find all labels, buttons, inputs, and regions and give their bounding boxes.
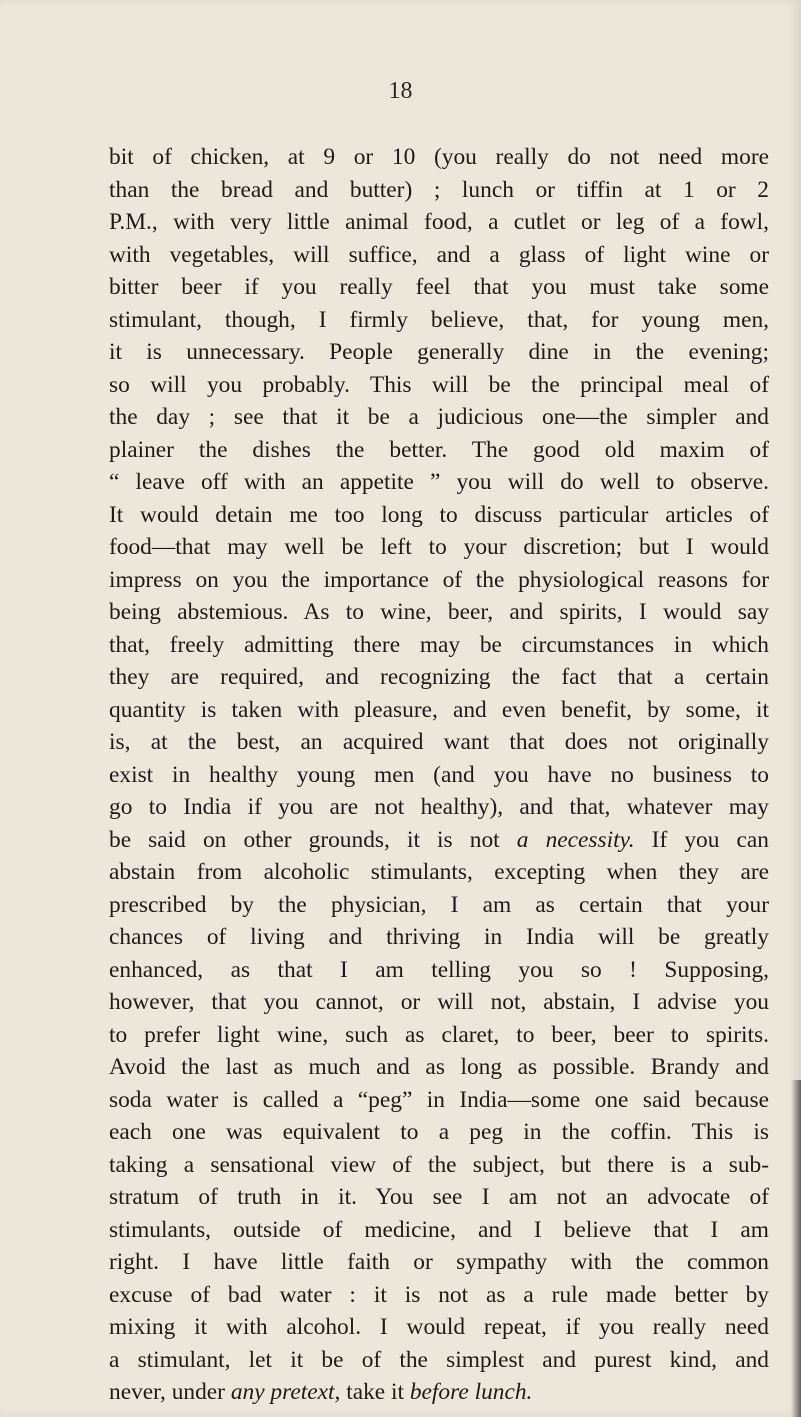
text-line: prescribed by the physician, I am as certain that your	[109, 891, 769, 918]
text-line: stimulant, though, I firmly believe, that, for young men,	[109, 306, 769, 333]
italic-phrase: any pretext,	[230, 1379, 341, 1405]
text-line: taking a sensational view of the subject, but there is a sub-	[109, 1151, 769, 1178]
text-line: go to India if you are not healthy), and that, whatever may	[109, 794, 769, 820]
text-line: they are required, and recognizing the fact that a certain	[109, 664, 769, 690]
text-line: however, that you cannot, or will not, abstain, I advise you	[109, 989, 769, 1015]
text-line: enhanced, as that I am telling you so ! Supposing,	[109, 956, 769, 983]
text-line: stratum of truth in it. You see I am not an advocate of	[109, 1184, 769, 1210]
text-line: so will you probably. This will be the principal meal of	[109, 371, 769, 398]
line-segment: never, under	[109, 1379, 231, 1405]
text-line: with vegetables, will suffice, and a glass of light wine or	[109, 241, 769, 268]
text-line: soda water is called a “peg” in India—some one said because	[109, 1086, 769, 1113]
text-line: impress on you the importance of the physiological reasons for	[109, 566, 769, 593]
text-line: being abstemious. As to wine, beer, and spirits, I would say	[109, 599, 769, 625]
page-edge-shadow	[791, 1080, 801, 1417]
italic-phrase: before lunch.	[409, 1379, 533, 1405]
text-line: chances of living and thriving in India will be greatly	[109, 924, 769, 950]
text-line: P.M., with very little animal food, a cutlet or leg of a fowl,	[109, 209, 769, 235]
text-line: that, freely admitting there may be circumstances in which	[109, 631, 769, 658]
text-line: the day ; see that it be a judicious one—the simpler and	[109, 404, 769, 430]
text-line-with-italic	[109, 824, 769, 857]
text-line: each one was equivalent to a peg in the coffin. This is	[109, 1119, 769, 1145]
text-line: Avoid the last as much and as long as possible. Brandy and	[109, 1054, 769, 1080]
text-line: It would detain me too long to discuss particular articles of	[109, 501, 769, 528]
text-line: to prefer light wine, such as claret, to beer, beer to spirits.	[109, 1021, 769, 1048]
text-line: bit of chicken, at 9 or 10 (you really do not need more	[109, 144, 769, 170]
text-line: abstain from alcoholic stimulants, excepting when they are	[109, 859, 769, 885]
line-segment: take it	[340, 1379, 410, 1405]
text-line: quantity is taken with pleasure, and even benefit, by some, it	[109, 696, 769, 723]
text-line: it is unnecessary. People generally dine in the evening;	[109, 339, 769, 365]
text-line: excuse of bad water : it is not as a rule made better by	[109, 1281, 769, 1308]
text-line: plainer the dishes the better. The good old maxim of	[109, 436, 769, 463]
text-line: right. I have little faith or sympathy with the common	[109, 1249, 769, 1275]
text-line: a stimulant, let it be of the simplest and purest kind, and	[109, 1346, 769, 1373]
text-line: mixing it with alcohol. I would repeat, if you really need	[109, 1314, 769, 1340]
text-line: exist in healthy young men (and you have no business to	[109, 761, 769, 788]
text-line: is, at the best, an acquired want that does not originally	[109, 729, 769, 755]
text-line: bitter beer if you really feel that you must take some	[109, 274, 769, 300]
italic-phrase: a necessity.	[516, 826, 635, 853]
line-segment: If you can	[634, 826, 770, 853]
line-segment: be said on other grounds, it is not	[109, 826, 517, 853]
final-text-line	[109, 1376, 769, 1409]
text-line: than the bread and butter) ; lunch or tiffin at 1 or 2	[109, 176, 769, 203]
page-number: 18	[388, 78, 413, 104]
text-line: food—that may well be left to your discretion; but I would	[109, 534, 769, 560]
text-line: stimulants, outside of medicine, and I believe that I am	[109, 1216, 769, 1243]
text-line: “ leave off with an appetite ” you will do well to observe.	[109, 469, 769, 495]
body-text	[109, 141, 769, 1409]
